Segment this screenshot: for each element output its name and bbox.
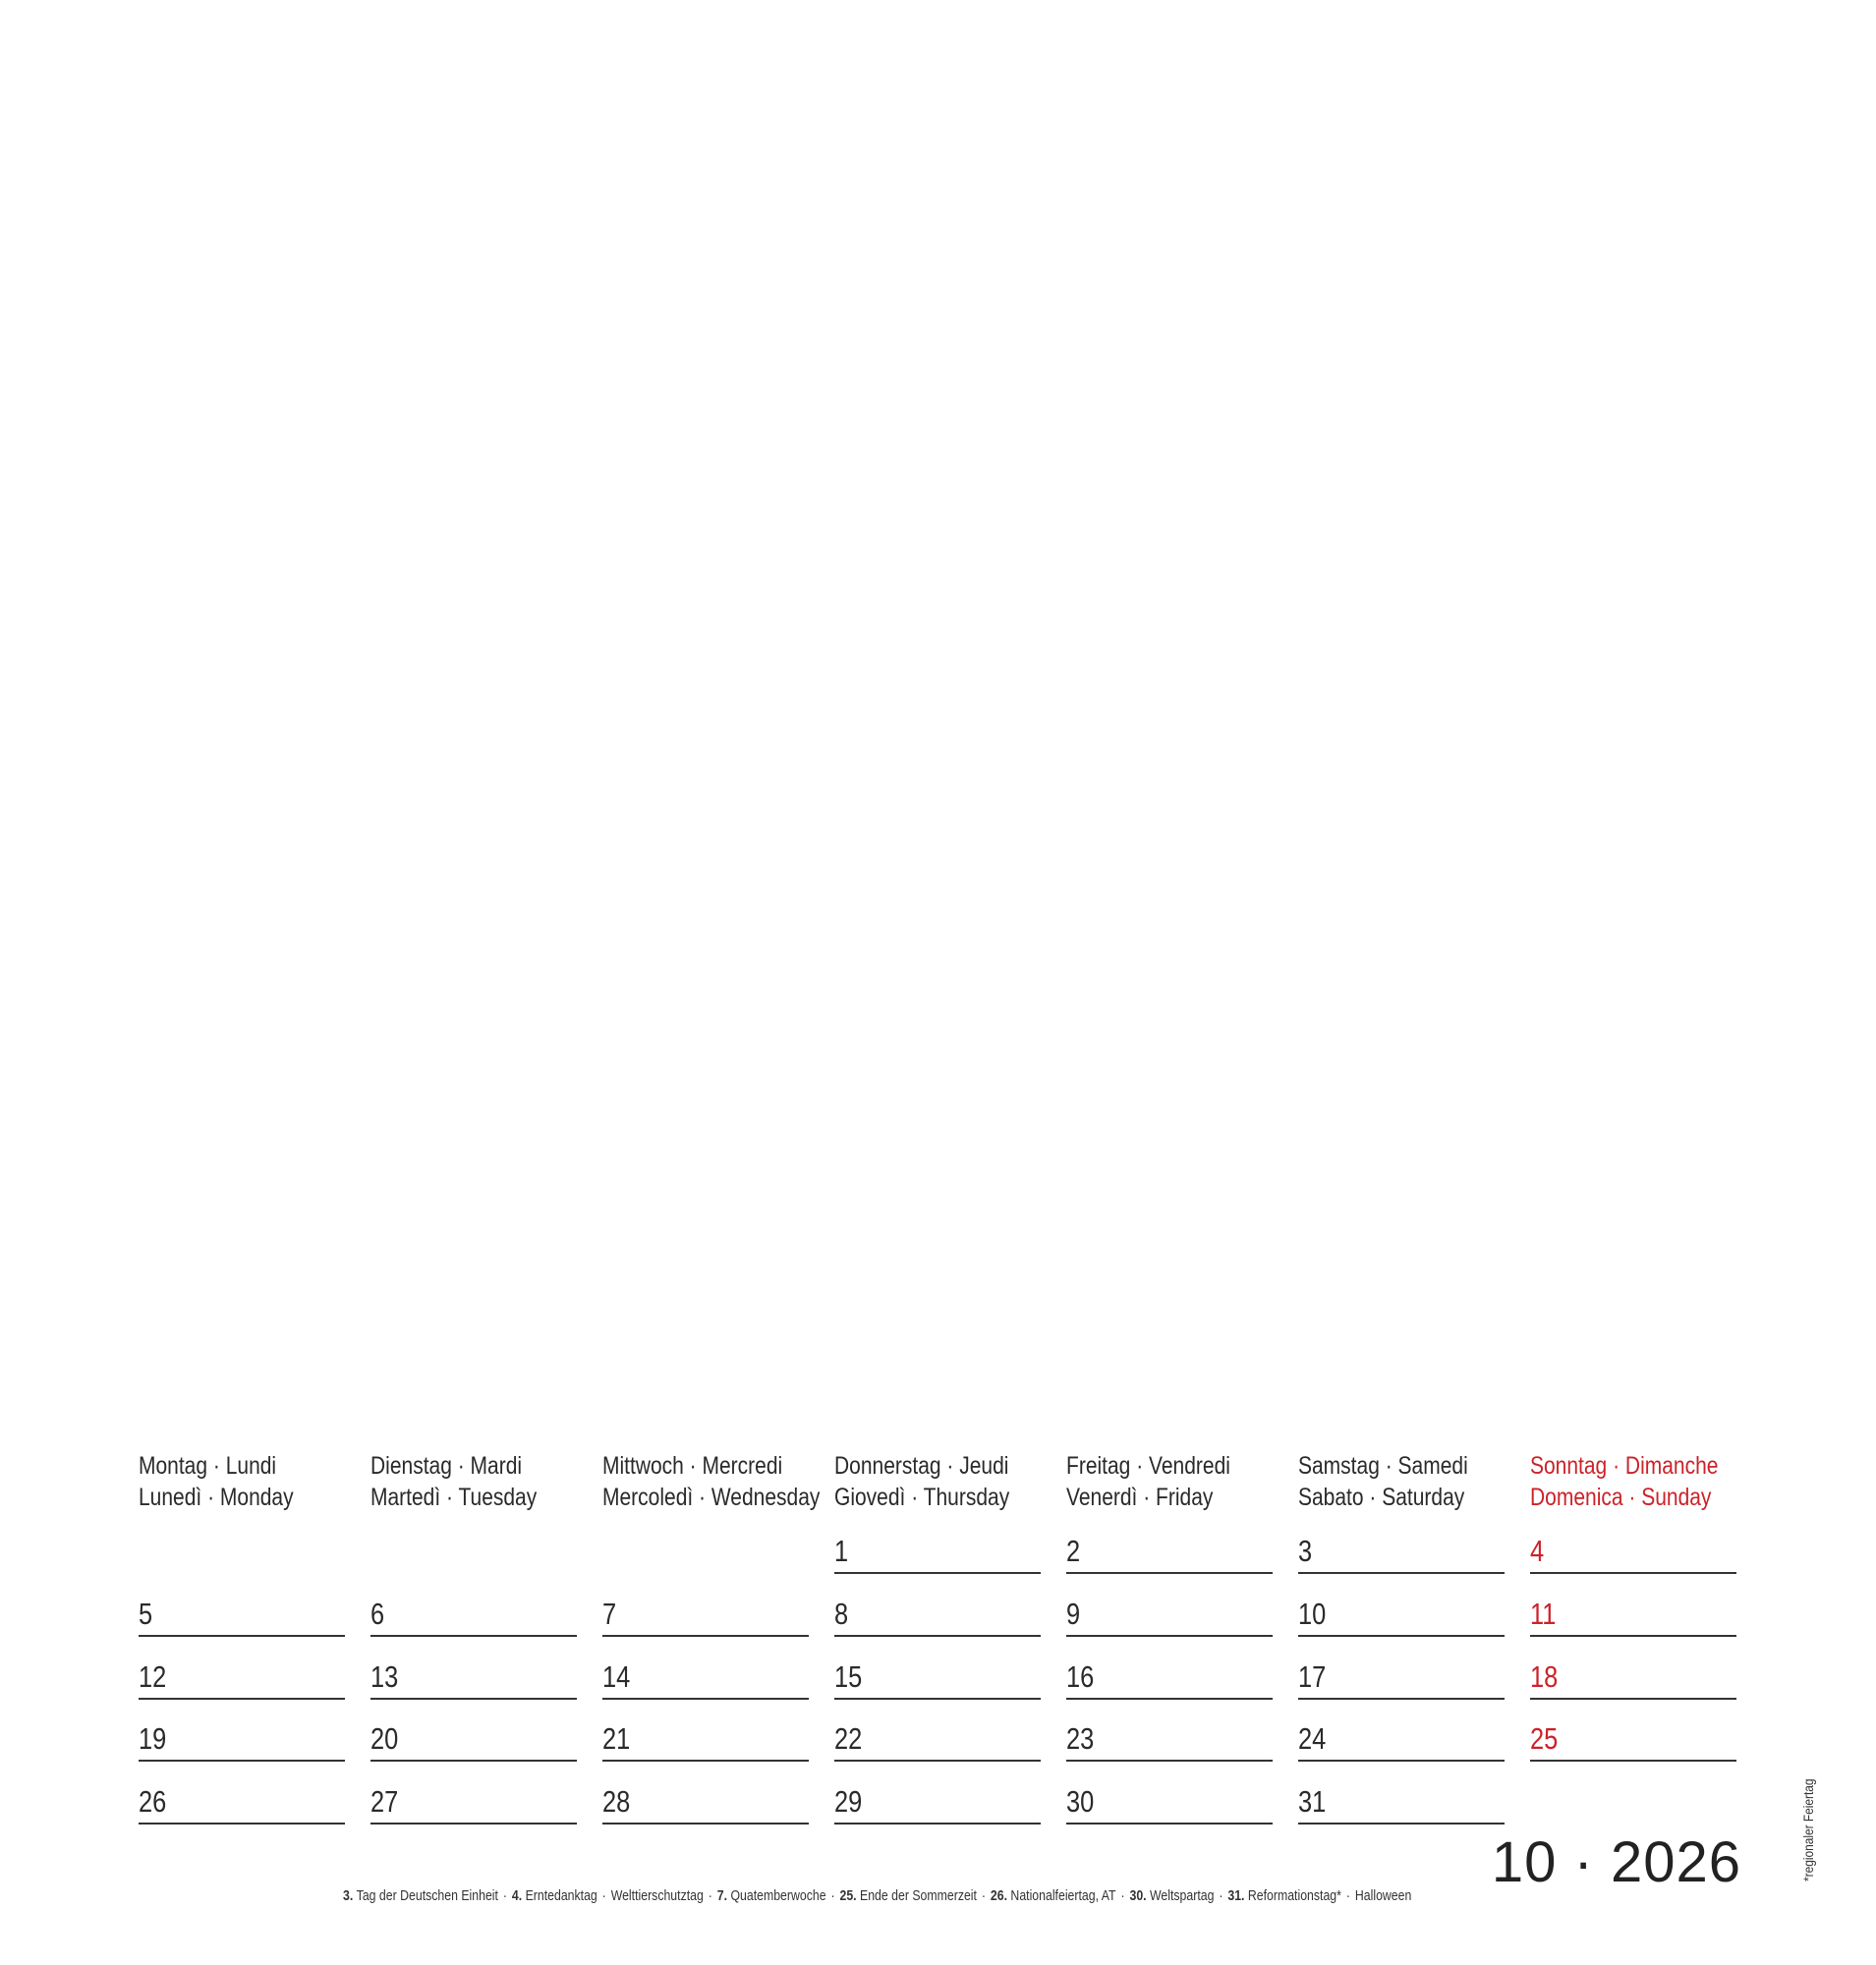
day-cell	[370, 1779, 577, 1825]
day-number: 26	[139, 1784, 167, 1819]
weekday-name-line2: Sabato · Saturday	[1298, 1484, 1465, 1511]
holiday-name: Nationalfeiertag, AT	[1010, 1887, 1116, 1904]
holiday-name: Welttierschutztag	[610, 1887, 704, 1904]
holiday-day: 26.	[990, 1887, 1011, 1904]
day-number: 22	[834, 1721, 863, 1756]
weekday-header	[1530, 1450, 1720, 1513]
holiday-name: Reformationstag*	[1247, 1887, 1341, 1904]
separator: ·	[1120, 1887, 1125, 1904]
weekday-header	[1066, 1450, 1256, 1513]
holiday-name: Halloween	[1354, 1887, 1412, 1904]
weekday-name-line2: Giovedì · Thursday	[834, 1484, 1010, 1511]
day-cell	[1298, 1779, 1505, 1825]
day-number: 29	[834, 1784, 863, 1819]
holiday-item	[343, 1887, 498, 1904]
day-cell	[1530, 1529, 1736, 1574]
weekday-name-line1: Dienstag · Mardi	[370, 1452, 523, 1480]
day-cell	[834, 1655, 1041, 1700]
day-cell	[139, 1779, 345, 1825]
day-number: 17	[1298, 1659, 1327, 1694]
day-cell	[1066, 1779, 1273, 1825]
day-cell	[834, 1592, 1041, 1637]
day-number: 10	[1298, 1597, 1327, 1631]
separator: ·	[981, 1887, 986, 1904]
day-number: 20	[370, 1721, 399, 1756]
holiday-item	[512, 1887, 597, 1904]
weekday-name-line1: Donnerstag · Jeudi	[834, 1452, 1009, 1480]
weekday-header	[602, 1450, 821, 1513]
day-cell	[1298, 1529, 1505, 1574]
day-number: 8	[834, 1597, 849, 1631]
holiday-name: Quatemberwoche	[730, 1887, 826, 1904]
weekday-name-line2: Venerdì · Friday	[1066, 1484, 1214, 1511]
day-number: 30	[1066, 1784, 1095, 1819]
regional-holiday-note: *regionaler Feiertag	[1800, 1778, 1816, 1881]
day-number: 25	[1530, 1721, 1559, 1756]
holiday-name: Tag der Deutschen Einheit	[356, 1887, 498, 1904]
weekday-name-line2: Mercoledì · Wednesday	[602, 1484, 821, 1511]
day-number: 3	[1298, 1534, 1313, 1568]
holiday-name: Ende der Sommerzeit	[860, 1887, 977, 1904]
day-cell	[139, 1592, 345, 1637]
holiday-day: 4.	[511, 1887, 526, 1904]
day-cell	[1066, 1529, 1273, 1574]
day-number: 28	[602, 1784, 631, 1819]
day-cell	[834, 1716, 1041, 1762]
day-number: 12	[139, 1659, 167, 1694]
separator: ·	[502, 1887, 507, 1904]
holiday-day: 31.	[1227, 1887, 1248, 1904]
holiday-item	[611, 1887, 704, 1904]
weekday-name-line1: Montag · Lundi	[139, 1452, 277, 1480]
separator: ·	[830, 1887, 835, 1904]
day-cell	[139, 1655, 345, 1700]
weekday-name-line2: Domenica · Sunday	[1530, 1484, 1712, 1511]
day-number: 23	[1066, 1721, 1095, 1756]
separator: ·	[1219, 1887, 1223, 1904]
day-cell	[1530, 1655, 1736, 1700]
weekday-name-line1: Mittwoch · Mercredi	[602, 1452, 783, 1480]
separator: ·	[708, 1887, 712, 1904]
holiday-item	[991, 1887, 1116, 1904]
holiday-day: 7.	[716, 1887, 731, 1904]
day-number: 9	[1066, 1597, 1081, 1631]
day-number: 18	[1530, 1659, 1559, 1694]
holiday-footnote	[343, 1886, 1411, 1906]
weekday-name-line2: Martedì · Tuesday	[370, 1484, 538, 1511]
day-number: 21	[602, 1721, 631, 1756]
day-number: 1	[834, 1534, 849, 1568]
separator: ·	[601, 1887, 606, 1904]
day-cell	[1298, 1716, 1505, 1762]
day-number: 15	[834, 1659, 863, 1694]
day-number: 16	[1066, 1659, 1095, 1694]
holiday-name: Weltspartag	[1150, 1887, 1215, 1904]
day-number: 5	[139, 1597, 153, 1631]
weekday-header	[139, 1450, 328, 1513]
holiday-item	[1129, 1887, 1214, 1904]
day-cell	[1066, 1655, 1273, 1700]
holiday-item	[1227, 1887, 1341, 1904]
day-cell	[602, 1779, 809, 1825]
day-number: 14	[602, 1659, 631, 1694]
holiday-day: 25.	[839, 1887, 861, 1904]
separator: ·	[1345, 1887, 1350, 1904]
day-cell	[602, 1655, 809, 1700]
holiday-item	[1355, 1887, 1411, 1904]
day-number: 2	[1066, 1534, 1081, 1568]
day-number: 31	[1298, 1784, 1327, 1819]
holiday-item	[839, 1887, 976, 1904]
day-cell	[139, 1716, 345, 1762]
day-cell	[370, 1716, 577, 1762]
weekday-header	[1298, 1450, 1488, 1513]
day-number: 4	[1530, 1534, 1545, 1568]
holiday-name: Erntedanktag	[525, 1887, 597, 1904]
day-cell	[602, 1716, 809, 1762]
day-number: 7	[602, 1597, 617, 1631]
day-cell	[1298, 1592, 1505, 1637]
day-cell	[1066, 1716, 1273, 1762]
day-number: 13	[370, 1659, 399, 1694]
day-cell	[1298, 1655, 1505, 1700]
weekday-header	[834, 1450, 1024, 1513]
weekday-header	[370, 1450, 560, 1513]
day-number: 6	[370, 1597, 385, 1631]
day-number: 19	[139, 1721, 167, 1756]
month-title: 10 · 2026	[1491, 1830, 1741, 1894]
weekday-name-line1: Sonntag · Dimanche	[1530, 1452, 1719, 1480]
day-number: 11	[1530, 1597, 1557, 1631]
day-cell	[602, 1592, 809, 1637]
day-cell	[370, 1592, 577, 1637]
day-cell	[370, 1655, 577, 1700]
holiday-day: 30.	[1129, 1887, 1151, 1904]
day-cell	[1066, 1592, 1273, 1637]
day-number: 24	[1298, 1721, 1327, 1756]
day-cell	[834, 1529, 1041, 1574]
day-number: 27	[370, 1784, 399, 1819]
weekday-name-line1: Samstag · Samedi	[1298, 1452, 1468, 1480]
day-cell	[834, 1779, 1041, 1825]
weekday-name-line1: Freitag · Vendredi	[1066, 1452, 1230, 1480]
weekday-name-line2: Lunedì · Monday	[139, 1484, 294, 1511]
holiday-day: 3.	[343, 1887, 357, 1904]
day-cell	[1530, 1592, 1736, 1637]
day-cell	[1530, 1716, 1736, 1762]
holiday-item	[717, 1887, 826, 1904]
